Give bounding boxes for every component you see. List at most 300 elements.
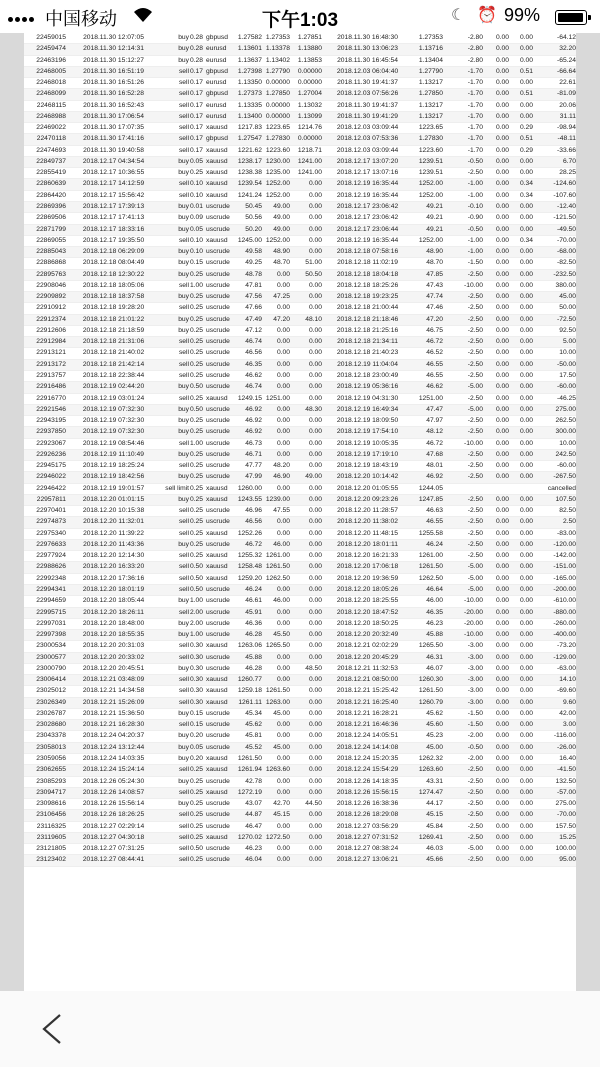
table-row (24, 337, 576, 348)
swap-cell: 0.51 (509, 66, 533, 77)
close-price-cell: 46.62 (413, 382, 443, 393)
size-cell: 0.15 (189, 258, 204, 269)
stop-loss-cell: 49.00 (262, 224, 290, 235)
table-row (24, 111, 576, 122)
profit-cell: 15.25 (533, 832, 576, 843)
open-time-cell: 2018.12.27 02:29:14 (66, 821, 161, 832)
profit-cell: -66.64 (533, 66, 576, 77)
table-row (24, 539, 576, 550)
profit-cell: -63.00 (533, 663, 576, 674)
symbol-cell: uscrude (204, 269, 234, 280)
stop-loss-cell: 0.00 (262, 348, 290, 359)
stop-loss-cell: 0.00 (262, 303, 290, 314)
open-time-cell: 2018.12.18 21:01:22 (66, 314, 161, 325)
profit-cell: 2.50 (533, 517, 576, 528)
ticket-cell: 23121805 (24, 844, 66, 855)
profit-cell: 132.50 (533, 776, 576, 787)
ticket-cell: 22994341 (24, 585, 66, 596)
swap-cell: 0.00 (509, 528, 533, 539)
swap-cell: 0.00 (509, 280, 533, 291)
open-price-cell: 45.34 (234, 708, 262, 719)
open-time-cell: 2018.12.19 07:32:30 (66, 404, 161, 415)
swap-cell: 0.00 (509, 573, 533, 584)
table-row (24, 382, 576, 393)
open-time-cell: 2018.12.17 19:35:50 (66, 235, 161, 246)
symbol-cell: xauusd (204, 697, 234, 708)
size-cell: 0.30 (189, 652, 204, 663)
size-cell: 0.30 (189, 663, 204, 674)
type-cell: sell (161, 190, 189, 201)
stop-loss-cell: 1263.00 (262, 697, 290, 708)
type-cell: buy (161, 213, 189, 224)
stop-loss-cell: 0.00 (262, 528, 290, 539)
type-cell: buy (161, 494, 189, 505)
commission-cell: -10.00 (443, 280, 483, 291)
close-price-cell: 45.23 (413, 731, 443, 742)
open-time-cell: 2018.12.19 11:10:49 (66, 449, 161, 460)
open-time-cell: 2018.12.18 21:42:14 (66, 359, 161, 370)
size-cell: 0.05 (189, 742, 204, 753)
close-price-cell: 1252.00 (413, 190, 443, 201)
symbol-cell: uscrude (204, 720, 234, 731)
table-row (24, 359, 576, 370)
size-cell: 0.25 (189, 303, 204, 314)
taxes-cell: 0.00 (483, 269, 509, 280)
stop-loss-cell: 48.20 (262, 461, 290, 472)
take-profit-cell: 1.13099 (290, 111, 322, 122)
close-time-cell: 2018.12.18 19:23:25 (322, 292, 413, 303)
stop-loss-cell: 0.00 (262, 731, 290, 742)
open-time-cell: 2018.12.18 19:28:20 (66, 303, 161, 314)
open-time-cell: 2018.12.19 18:25:24 (66, 461, 161, 472)
ticket-cell: 22885043 (24, 247, 66, 258)
table-row (24, 438, 576, 449)
type-cell: buy (161, 201, 189, 212)
take-profit-cell: 0.00 (290, 528, 322, 539)
size-cell: 0.25 (189, 855, 204, 866)
close-price-cell: 48.90 (413, 247, 443, 258)
symbol-cell: eurusd (204, 100, 234, 111)
open-price-cell: 1261.50 (234, 754, 262, 765)
open-price-cell: 47.12 (234, 325, 262, 336)
ticket-cell: 22945175 (24, 461, 66, 472)
moon-icon: ☾ (451, 7, 466, 24)
table-row (24, 44, 576, 55)
table-row (24, 821, 576, 832)
symbol-cell: gbpusd (204, 134, 234, 145)
table-row (24, 258, 576, 269)
size-cell: 0.50 (189, 562, 204, 573)
ticket-cell: 22869506 (24, 213, 66, 224)
table-row (24, 370, 576, 381)
ticket-cell: 22864420 (24, 190, 66, 201)
swap-cell: 0.29 (509, 123, 533, 134)
type-cell: buy (161, 618, 189, 629)
stop-loss-cell: 45.50 (262, 630, 290, 641)
take-profit-cell: 0.00 (290, 280, 322, 291)
close-price-cell: 1.13404 (413, 55, 443, 66)
open-price-cell: 1245.00 (234, 235, 262, 246)
open-price-cell: 46.28 (234, 630, 262, 641)
profit-cell: 95.00 (533, 855, 576, 866)
size-cell: 0.50 (189, 573, 204, 584)
stop-loss-cell: 0.00000 (262, 100, 290, 111)
swap-cell: 0.51 (509, 89, 533, 100)
commission-cell: -1.70 (443, 100, 483, 111)
taxes-cell: 0.00 (483, 55, 509, 66)
size-cell: 0.10 (189, 247, 204, 258)
commission-cell: -2.50 (443, 528, 483, 539)
commission-cell (443, 483, 483, 494)
close-price-cell: 46.35 (413, 607, 443, 618)
taxes-cell: 0.00 (483, 134, 509, 145)
profit-cell: 262.50 (533, 416, 576, 427)
open-price-cell: 47.81 (234, 280, 262, 291)
open-time-cell: 2018.12.26 05:24:30 (66, 776, 161, 787)
table-row (24, 517, 576, 528)
commission-cell: -3.00 (443, 652, 483, 663)
size-cell: 0.30 (189, 686, 204, 697)
close-time-cell: 2018.12.03 03:09:44 (322, 123, 413, 134)
profit-cell: -57.00 (533, 787, 576, 798)
swap-cell: 0.00 (509, 799, 533, 810)
swap-cell: 0.00 (509, 325, 533, 336)
size-cell: 0.25 (189, 314, 204, 325)
take-profit-cell: 0.00 (290, 551, 322, 562)
open-time-cell: 2018.12.20 16:33:20 (66, 562, 161, 573)
open-time-cell: 2018.12.21 03:48:09 (66, 675, 161, 686)
table-row (24, 66, 576, 77)
commission-cell: -2.50 (443, 303, 483, 314)
size-cell: 0.25 (189, 370, 204, 381)
close-time-cell: 2018.12.19 17:54:10 (322, 427, 413, 438)
table-row (24, 325, 576, 336)
table-row (24, 708, 576, 719)
close-price-cell: 49.21 (413, 224, 443, 235)
type-cell: buy (161, 168, 189, 179)
ticket-cell: 23026349 (24, 697, 66, 708)
close-time-cell: 2018.11.30 13:06:23 (322, 44, 413, 55)
type-cell: sell (161, 517, 189, 528)
swap-cell: 0.00 (509, 111, 533, 122)
open-time-cell: 2018.12.21 15:36:50 (66, 708, 161, 719)
carrier-name: 中国移动 (45, 9, 117, 29)
open-time-cell: 2018.12.20 12:14:30 (66, 551, 161, 562)
swap-cell: 0.00 (509, 201, 533, 212)
ticket-cell: 22988626 (24, 562, 66, 573)
close-price-cell: 46.72 (413, 438, 443, 449)
close-price-cell: 46.55 (413, 370, 443, 381)
close-price-cell: 46.55 (413, 517, 443, 528)
swap-cell: 0.00 (509, 156, 533, 167)
open-price-cell: 1.13335 (234, 100, 262, 111)
commission-cell: -1.50 (443, 708, 483, 719)
swap-cell: 0.00 (509, 787, 533, 798)
table-row (24, 201, 576, 212)
commission-cell: -2.50 (443, 810, 483, 821)
symbol-cell: uscrude (204, 799, 234, 810)
table-row (24, 314, 576, 325)
stop-loss-cell: 0.00 (262, 787, 290, 798)
open-price-cell: 45.52 (234, 742, 262, 753)
size-cell: 0.25 (189, 269, 204, 280)
profit-cell: -49.50 (533, 224, 576, 235)
open-time-cell: 2018.12.20 20:45:51 (66, 663, 161, 674)
open-price-cell: 1238.38 (234, 168, 262, 179)
ticket-cell: 22469022 (24, 123, 66, 134)
close-price-cell: 48.70 (413, 258, 443, 269)
commission-cell: -0.50 (443, 156, 483, 167)
open-time-cell: 2018.12.26 15:56:14 (66, 799, 161, 810)
stop-loss-cell: 1265.50 (262, 641, 290, 652)
profit-cell: -151.00 (533, 562, 576, 573)
ticket-cell: 22459474 (24, 44, 66, 55)
stop-loss-cell: 1261.00 (262, 551, 290, 562)
open-price-cell: 1259.20 (234, 573, 262, 584)
taxes-cell: 0.00 (483, 201, 509, 212)
symbol-cell: uscrude (204, 539, 234, 550)
close-time-cell: 2018.11.30 19:41:37 (322, 78, 413, 89)
swap-cell: 0.00 (509, 697, 533, 708)
close-time-cell: 2018.12.18 21:00:44 (322, 303, 413, 314)
stop-loss-cell: 0.00 (262, 370, 290, 381)
swap-cell: 0.00 (509, 551, 533, 562)
close-time-cell: 2018.12.20 18:47:52 (322, 607, 413, 618)
take-profit-cell: 0.00 (290, 416, 322, 427)
take-profit-cell: 0.00 (290, 427, 322, 438)
commission-cell: -2.50 (443, 269, 483, 280)
close-price-cell: 44.17 (413, 799, 443, 810)
close-price-cell: 46.63 (413, 506, 443, 517)
symbol-cell: uscrude (204, 607, 234, 618)
profit-cell: cancelled (533, 483, 576, 494)
ticket-cell: 22468115 (24, 100, 66, 111)
swap-cell: 0.00 (509, 370, 533, 381)
open-price-cell: 46.61 (234, 596, 262, 607)
swap-cell: 0.00 (509, 585, 533, 596)
swap-cell: 0.00 (509, 247, 533, 258)
size-cell: 0.30 (189, 697, 204, 708)
ticket-cell: 22912606 (24, 325, 66, 336)
profit-cell: -98.94 (533, 123, 576, 134)
table-row (24, 506, 576, 517)
size-cell: 0.25 (189, 325, 204, 336)
ticket-cell: 22470118 (24, 134, 66, 145)
open-time-cell: 2018.12.18 21:40:02 (66, 348, 161, 359)
symbol-cell: uscrude (204, 314, 234, 325)
symbol-cell: uscrude (204, 280, 234, 291)
ticket-cell: 22913172 (24, 359, 66, 370)
size-cell: 0.25 (189, 539, 204, 550)
commission-cell: -3.00 (443, 686, 483, 697)
open-price-cell: 1252.26 (234, 528, 262, 539)
taxes-cell: 0.00 (483, 596, 509, 607)
size-cell: 0.25 (189, 168, 204, 179)
type-cell: sell (161, 787, 189, 798)
profit-cell: -124.60 (533, 179, 576, 190)
stop-loss-cell: 1.27830 (262, 134, 290, 145)
type-cell: sell (161, 573, 189, 584)
take-profit-cell: 49.00 (290, 472, 322, 483)
profit-cell: -267.50 (533, 472, 576, 483)
close-time-cell: 2018.12.24 15:54:29 (322, 765, 413, 776)
symbol-cell: uscrude (204, 810, 234, 821)
take-profit-cell: 0.00 (290, 235, 322, 246)
take-profit-cell: 0.00 (290, 844, 322, 855)
swap-cell: 0.00 (509, 382, 533, 393)
open-price-cell: 1.27373 (234, 89, 262, 100)
ticket-cell: 23000534 (24, 641, 66, 652)
close-price-cell: 45.15 (413, 810, 443, 821)
close-time-cell: 2018.12.20 18:01:11 (322, 539, 413, 550)
ticket-cell: 23123402 (24, 855, 66, 866)
table-row (24, 224, 576, 235)
ticket-cell: 22946022 (24, 472, 66, 483)
close-price-cell: 1261.00 (413, 551, 443, 562)
ticket-cell: 23059056 (24, 754, 66, 765)
commission-cell: -0.50 (443, 224, 483, 235)
size-cell: 0.25 (189, 337, 204, 348)
symbol-cell: uscrude (204, 663, 234, 674)
open-time-cell: 2018.12.17 10:36:55 (66, 168, 161, 179)
close-price-cell: 1262.50 (413, 573, 443, 584)
profit-cell: 380.00 (533, 280, 576, 291)
close-time-cell: 2018.12.26 15:56:15 (322, 787, 413, 798)
close-price-cell: 47.68 (413, 449, 443, 460)
size-cell: 0.25 (189, 393, 204, 404)
take-profit-cell: 0.00 (290, 517, 322, 528)
take-profit-cell: 0.00 (290, 686, 322, 697)
close-price-cell: 1269.41 (413, 832, 443, 843)
take-profit-cell: 48.10 (290, 314, 322, 325)
taxes-cell: 0.00 (483, 844, 509, 855)
back-button[interactable] (38, 1013, 68, 1045)
type-cell: sell (161, 66, 189, 77)
close-price-cell: 1.27830 (413, 134, 443, 145)
stop-loss-cell: 0.00 (262, 438, 290, 449)
type-cell: sell (161, 697, 189, 708)
commission-cell: -3.00 (443, 663, 483, 674)
close-price-cell: 46.00 (413, 596, 443, 607)
swap-cell: 0.34 (509, 190, 533, 201)
ticket-cell: 22468988 (24, 111, 66, 122)
open-price-cell: 46.56 (234, 348, 262, 359)
open-price-cell: 46.72 (234, 539, 262, 550)
taxes-cell: 0.00 (483, 607, 509, 618)
size-cell: 0.25 (189, 359, 204, 370)
taxes-cell: 0.00 (483, 675, 509, 686)
table-row (24, 280, 576, 291)
open-price-cell: 47.56 (234, 292, 262, 303)
ticket-cell: 23106456 (24, 810, 66, 821)
commission-cell: -5.00 (443, 585, 483, 596)
size-cell: 0.50 (189, 382, 204, 393)
swap-cell: 0.51 (509, 134, 533, 145)
profit-cell: 10.00 (533, 438, 576, 449)
size-cell: 0.50 (189, 844, 204, 855)
symbol-cell: xauusd (204, 494, 234, 505)
symbol-cell: xauusd (204, 235, 234, 246)
open-time-cell: 2018.12.18 08:04:49 (66, 258, 161, 269)
commission-cell: -1.50 (443, 258, 483, 269)
symbol-cell: xauusd (204, 675, 234, 686)
close-time-cell: 2018.12.21 16:46:36 (322, 720, 413, 731)
table-row (24, 641, 576, 652)
close-price-cell: 43.31 (413, 776, 443, 787)
swap-cell: 0.00 (509, 168, 533, 179)
take-profit-cell: 0.00 (290, 776, 322, 787)
swap-cell (509, 483, 533, 494)
stop-loss-cell: 0.00 (262, 720, 290, 731)
stop-loss-cell: 48.90 (262, 247, 290, 258)
close-price-cell: 1251.00 (413, 393, 443, 404)
stop-loss-cell: 45.00 (262, 708, 290, 719)
table-row (24, 348, 576, 359)
commission-cell: -5.00 (443, 573, 483, 584)
symbol-cell: uscrude (204, 618, 234, 629)
swap-cell: 0.00 (509, 55, 533, 66)
taxes-cell: 0.00 (483, 618, 509, 629)
close-price-cell: 1.27790 (413, 66, 443, 77)
type-cell: buy (161, 314, 189, 325)
ticket-cell: 22997031 (24, 618, 66, 629)
close-time-cell: 2018.12.17 23:06:42 (322, 213, 413, 224)
table-row (24, 787, 576, 798)
stop-loss-cell: 0.00 (262, 337, 290, 348)
commission-cell: -1.70 (443, 78, 483, 89)
profit-cell: -610.00 (533, 596, 576, 607)
open-time-cell: 2018.12.20 17:36:16 (66, 573, 161, 584)
chevron-left-icon (38, 1013, 68, 1045)
open-price-cell: 1261.11 (234, 697, 262, 708)
symbol-cell: xauusd (204, 562, 234, 573)
open-price-cell: 1221.62 (234, 145, 262, 156)
stop-loss-cell: 1262.50 (262, 573, 290, 584)
ticket-cell: 23058013 (24, 742, 66, 753)
size-cell: 0.25 (189, 416, 204, 427)
trade-history-document[interactable] (24, 33, 576, 991)
symbol-cell: xauusd (204, 641, 234, 652)
close-price-cell: 1263.60 (413, 765, 443, 776)
commission-cell: -1.70 (443, 89, 483, 100)
close-time-cell: 2018.12.17 13:07:16 (322, 168, 413, 179)
taxes-cell: 0.00 (483, 652, 509, 663)
profit-cell: -41.50 (533, 765, 576, 776)
take-profit-cell: 0.00 (290, 179, 322, 190)
size-cell: 0.28 (189, 55, 204, 66)
size-cell: 0.25 (189, 449, 204, 460)
close-price-cell: 1247.85 (413, 494, 443, 505)
close-price-cell: 1.27353 (413, 33, 443, 44)
ticket-cell: 22923067 (24, 438, 66, 449)
ticket-cell: 22468005 (24, 66, 66, 77)
type-cell: sell (161, 506, 189, 517)
open-time-cell: 2018.12.24 14:03:35 (66, 754, 161, 765)
size-cell: 2.00 (189, 618, 204, 629)
symbol-cell: uscrude (204, 201, 234, 212)
open-time-cell: 2018.12.27 04:30:18 (66, 832, 161, 843)
close-price-cell: 1.27850 (413, 89, 443, 100)
table-row (24, 663, 576, 674)
close-time-cell: 2018.12.21 08:50:00 (322, 675, 413, 686)
taxes-cell: 0.00 (483, 731, 509, 742)
taxes-cell: 0.00 (483, 438, 509, 449)
taxes-cell: 0.00 (483, 765, 509, 776)
profit-cell: -116.00 (533, 731, 576, 742)
close-price-cell: 46.07 (413, 663, 443, 674)
stop-loss-cell: 1252.00 (262, 179, 290, 190)
taxes-cell: 0.00 (483, 708, 509, 719)
